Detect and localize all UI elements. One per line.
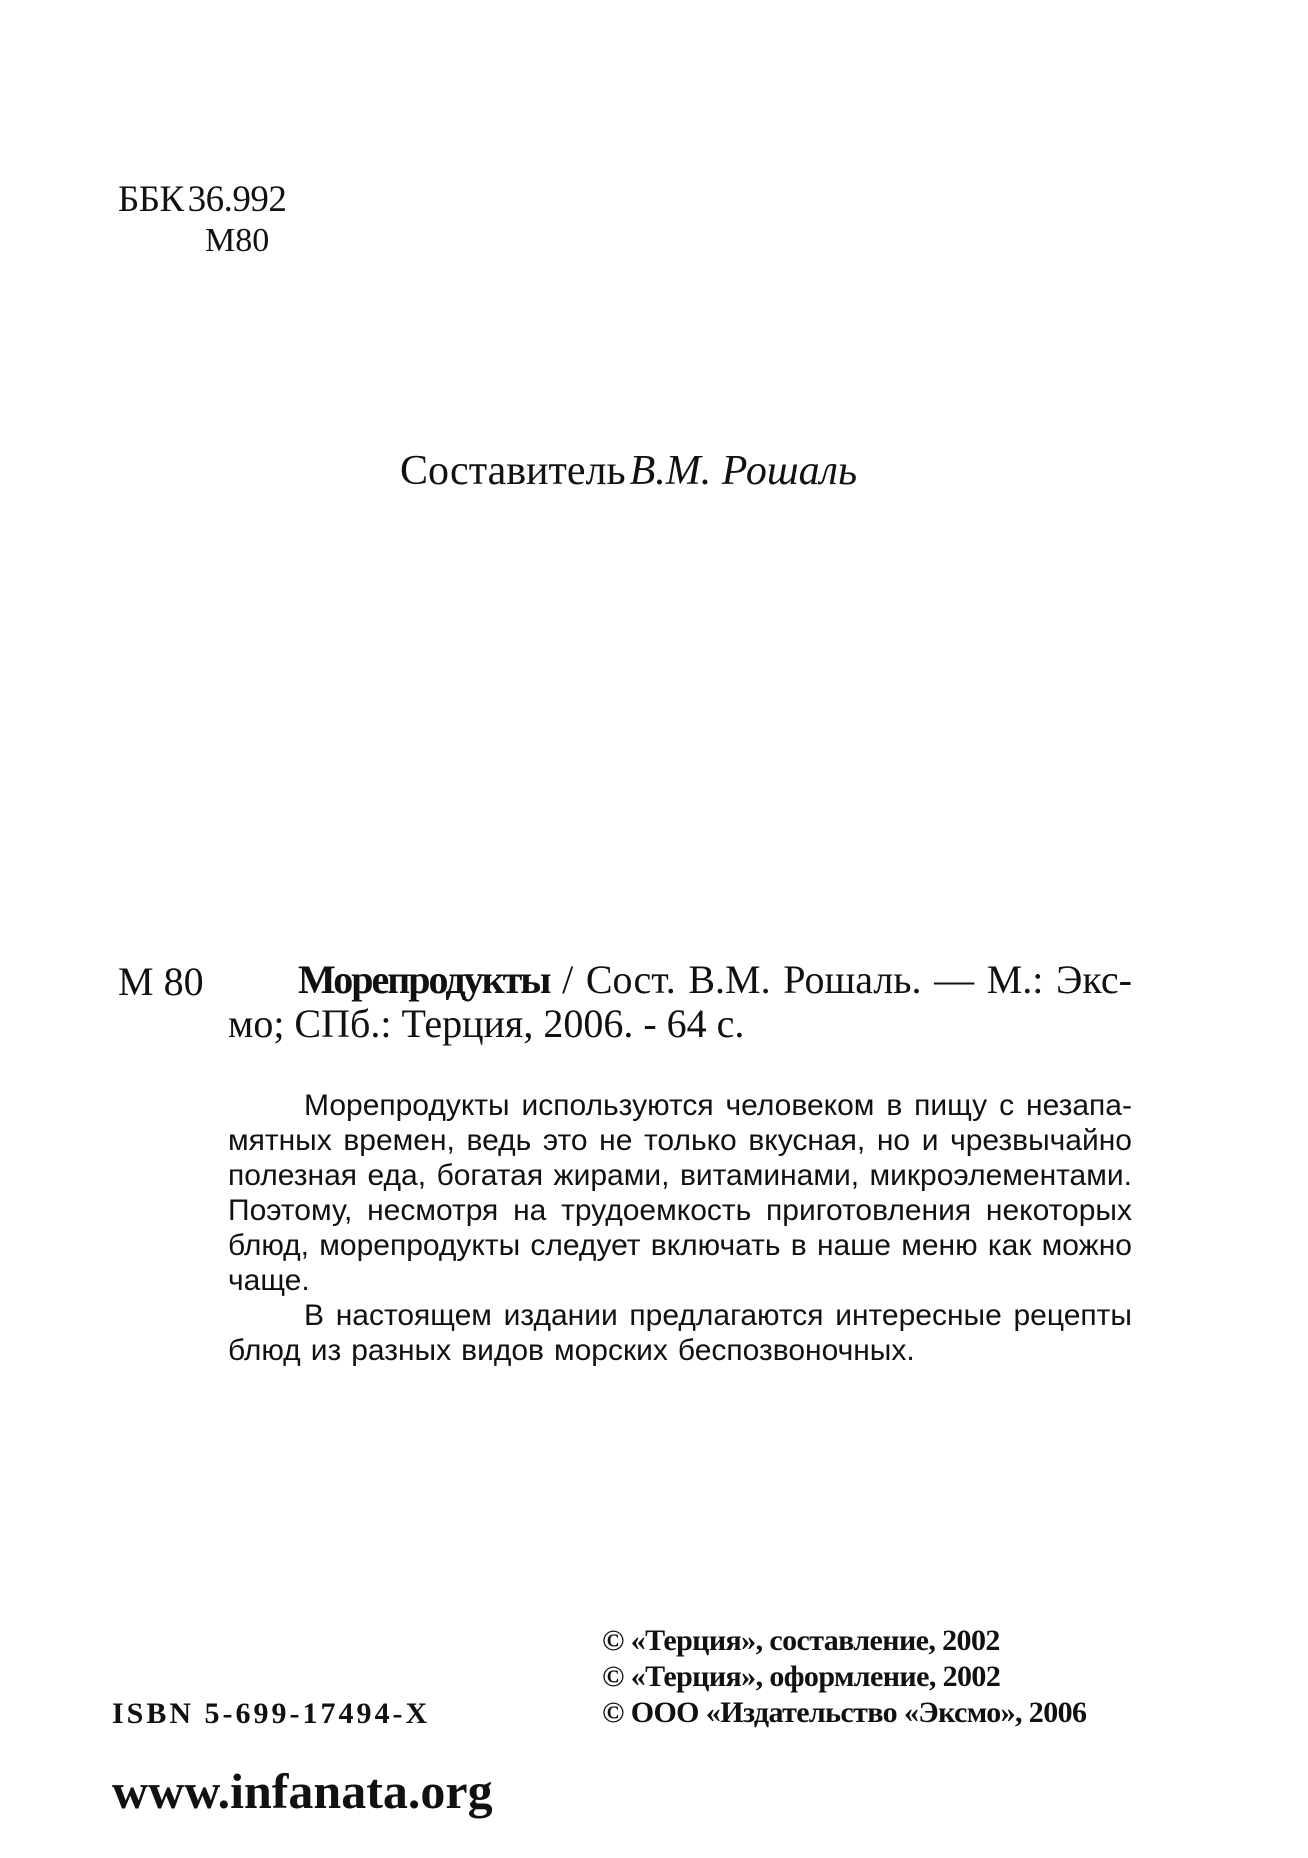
annotation-word: используются xyxy=(521,1089,714,1122)
annotation-line xyxy=(228,1333,1132,1368)
bbk-classification xyxy=(118,178,286,221)
bibliographic-entry xyxy=(228,958,1132,1046)
annotation-word: и xyxy=(921,1124,939,1157)
bbk-label: ББК xyxy=(118,179,184,220)
annotation-word: В xyxy=(304,1299,325,1332)
annotation-word: в xyxy=(886,1089,903,1122)
catalog-mark: М 80 xyxy=(118,959,204,1004)
book-title: Морепродукты xyxy=(298,957,550,1002)
annotation-word: человеком xyxy=(725,1089,875,1122)
copyright-line: © ООО «Издательство «Эксмо», 2006 xyxy=(602,1696,1087,1729)
annotation-word: включать xyxy=(650,1229,781,1262)
annotation-word: морепродукты xyxy=(319,1229,521,1262)
bib-word: Экс- xyxy=(1056,957,1132,1002)
annotation-line xyxy=(228,1298,1132,1333)
annotation-word: времен, xyxy=(343,1124,455,1157)
website-link[interactable]: www.infanata.org xyxy=(112,1763,493,1819)
annotation-word: трудоемкость xyxy=(561,1194,752,1227)
annotation-word: издании xyxy=(503,1299,618,1332)
annotation-word: некоторых xyxy=(985,1194,1132,1227)
annotation-word: следует xyxy=(530,1229,641,1262)
annotation-word: видов xyxy=(461,1334,544,1367)
annotation-word: беспозвоночных. xyxy=(677,1334,915,1367)
annotation-word: вкусная, xyxy=(748,1124,866,1157)
annotation-word: еда, xyxy=(367,1159,427,1192)
compiler-line xyxy=(400,447,857,495)
bib-word: — xyxy=(934,957,975,1002)
annotation-word: мятных xyxy=(228,1124,332,1157)
annotation-word: предлагаются xyxy=(629,1299,824,1332)
isbn: ISBN 5-699-17494-X xyxy=(112,1697,431,1730)
compiler-label: Составитель xyxy=(400,448,626,494)
bib-word: / xyxy=(562,957,574,1002)
annotation-word: но xyxy=(876,1124,911,1157)
bib-word: Рошаль. xyxy=(783,957,922,1002)
bib-row: мо; СПб.: Терция, 2006. - 64 с. xyxy=(228,1001,745,1046)
annotation-word: богатая xyxy=(436,1159,544,1192)
copyright-line: © «Терция», составление, 2002 xyxy=(602,1624,1000,1657)
annotation-word: приготовления xyxy=(766,1194,972,1227)
annotation-word: можно xyxy=(1041,1229,1132,1262)
bbk-code: 36.992 xyxy=(187,179,287,220)
bib-word: В.М. xyxy=(688,957,771,1002)
bib-word: М.: xyxy=(986,957,1044,1002)
annotation-word: чаще. xyxy=(228,1264,310,1297)
annotation-word: блюд, xyxy=(228,1229,310,1262)
annotation-word: разных xyxy=(351,1334,452,1367)
annotation-word: наше xyxy=(816,1229,891,1262)
annotation-word: пищу xyxy=(914,1089,988,1122)
annotation-line xyxy=(228,1123,1132,1158)
annotation-word: жирами, xyxy=(553,1159,670,1192)
author-mark: М80 xyxy=(205,222,270,259)
bib-row xyxy=(228,958,1132,1002)
annotation-line xyxy=(228,1158,1132,1193)
annotation-word: на xyxy=(513,1194,547,1227)
annotation-word: витаминами, xyxy=(679,1159,860,1192)
annotation-word: не xyxy=(599,1124,633,1157)
annotation-word: рецепты xyxy=(1013,1299,1132,1332)
annotation-word: Морепродукты xyxy=(304,1089,510,1122)
annotation-word: с xyxy=(999,1089,1015,1122)
annotation-word: несмотря xyxy=(367,1194,499,1227)
annotation-word: блюд xyxy=(228,1334,301,1367)
annotation-word: меню xyxy=(901,1229,978,1262)
copyright-line: © «Терция», оформление, 2002 xyxy=(602,1660,1001,1693)
bib-word: Сост. xyxy=(585,957,676,1002)
annotation-line xyxy=(228,1193,1132,1228)
annotation-word: чрезвычайно xyxy=(950,1124,1132,1157)
annotation-word: ведь xyxy=(466,1124,532,1157)
annotation xyxy=(228,1088,1132,1368)
annotation-word: из xyxy=(310,1334,342,1367)
annotation-word: морских xyxy=(553,1334,668,1367)
annotation-word: интересные xyxy=(835,1299,1002,1332)
copyright-block xyxy=(602,1623,1086,1731)
annotation-word: как xyxy=(987,1229,1032,1262)
annotation-line xyxy=(228,1263,1132,1298)
compiler-name: В.М. Рошаль xyxy=(629,448,858,494)
annotation-word: это xyxy=(542,1124,588,1157)
annotation-word: настоящем xyxy=(335,1299,492,1332)
annotation-word: полезная xyxy=(228,1159,358,1192)
annotation-word: в xyxy=(790,1229,807,1262)
annotation-word: Поэтому, xyxy=(228,1194,353,1227)
annotation-line xyxy=(228,1228,1132,1263)
annotation-line xyxy=(228,1088,1132,1123)
annotation-word: только xyxy=(644,1124,737,1157)
annotation-word: микроэлементами. xyxy=(869,1159,1132,1192)
annotation-word: незапа- xyxy=(1026,1089,1132,1122)
